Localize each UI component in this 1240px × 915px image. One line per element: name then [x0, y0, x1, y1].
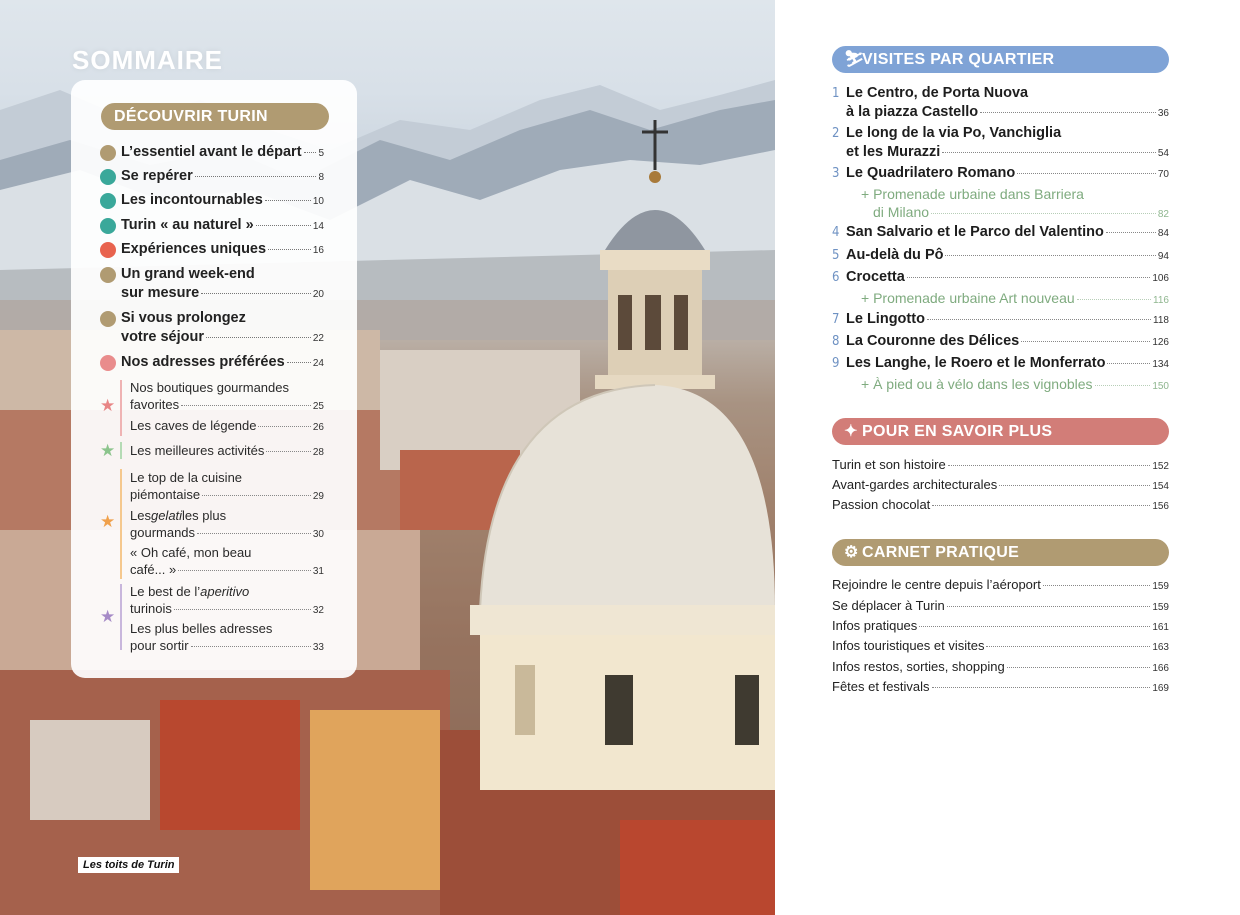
page-number: 26 — [312, 422, 324, 433]
toc-entry[interactable] — [832, 164, 1169, 184]
entry-title: Infos pratiques — [832, 618, 918, 633]
star-icon: ★ — [100, 396, 116, 415]
octagon-bullet-icon — [100, 267, 116, 283]
page-number: 22 — [312, 333, 324, 344]
page-number: 150 — [1152, 381, 1169, 392]
entry-title: + Promenade urbaine Art nouveau — [861, 290, 1075, 306]
page-number: 8 — [318, 172, 324, 183]
leader-dots — [178, 570, 311, 571]
group-bar — [120, 584, 122, 650]
section-header-savoir-plus — [832, 418, 1169, 445]
entry-title: piémontaise — [130, 487, 201, 502]
page-number: 54 — [1157, 148, 1169, 159]
leader-dots — [942, 152, 1156, 153]
page-number: 159 — [1152, 602, 1169, 613]
entry-title: et les Murazzi — [846, 144, 941, 160]
entry-title: Le Quadrilatero Romano — [846, 165, 1016, 181]
entry-title-line1: + Promenade urbaine dans Barriera — [861, 186, 1084, 202]
chapter-number: 5 — [832, 248, 840, 263]
toc-entry[interactable] — [121, 353, 324, 373]
entry-title: sur mesure — [121, 285, 200, 301]
entry-title-line1: Le Centro, de Porta Nuova — [846, 85, 1029, 101]
toc-subentry[interactable] — [130, 620, 324, 656]
leader-dots — [304, 152, 317, 153]
page-number: 33 — [312, 642, 324, 653]
toc-subentry[interactable] — [130, 417, 324, 436]
entry-title-pre: Le best de l’ — [130, 584, 201, 599]
right-page — [775, 0, 1240, 915]
section-label: VISITES PAR QUARTIER — [862, 51, 1055, 68]
toc-card — [71, 80, 357, 678]
entry-title: Les meilleures activités — [130, 443, 265, 458]
leader-dots — [266, 451, 310, 452]
leader-dots — [932, 505, 1150, 506]
leader-dots — [1017, 173, 1156, 174]
toc-subentry[interactable] — [130, 379, 324, 415]
page-number: 94 — [1157, 251, 1169, 262]
toc-entry[interactable] — [121, 191, 324, 211]
entry-title: Les incontournables — [121, 192, 263, 208]
entry-title: Expériences uniques — [121, 241, 267, 257]
page-number: 134 — [1152, 359, 1169, 370]
section-header-carnet — [832, 539, 1169, 566]
toc-entry[interactable] — [121, 167, 324, 187]
chapter-number: 9 — [832, 356, 840, 371]
page-number: 154 — [1152, 481, 1169, 492]
entry-title: San Salvario et le Parco del Valentino — [846, 224, 1104, 240]
walker-icon: ⛷ — [844, 51, 865, 68]
entry-title-line1: Les plus belles adresses — [130, 621, 273, 636]
toc-entry[interactable] — [832, 576, 1169, 596]
leader-dots — [197, 533, 311, 534]
leader-dots — [268, 249, 311, 250]
chapter-number: 4 — [832, 225, 840, 240]
leader-dots — [980, 112, 1156, 113]
group-bar — [120, 469, 122, 579]
entry-title: Infos touristiques et visites — [832, 638, 985, 653]
page-number: 82 — [1157, 209, 1169, 220]
entry-title: di Milano — [873, 204, 930, 220]
toc-subentry[interactable] — [130, 442, 324, 461]
page-number: 32 — [312, 605, 324, 616]
toc-entry[interactable] — [832, 268, 1169, 288]
chapter-number: 1 — [832, 86, 840, 101]
toc-subentry[interactable] — [130, 469, 324, 505]
toc-entry[interactable] — [832, 678, 1169, 698]
entry-title: favorites — [130, 397, 180, 412]
leader-dots — [1043, 585, 1150, 586]
entry-title-line1: Nos boutiques gourmandes — [130, 380, 289, 395]
toc-entry[interactable] — [121, 265, 324, 304]
page-number: 16 — [312, 245, 324, 256]
toc-entry[interactable] — [832, 84, 1169, 123]
entry-title: Infos restos, sorties, shopping — [832, 659, 1005, 674]
leader-dots — [1106, 232, 1156, 233]
leader-dots — [999, 485, 1150, 486]
toc-subentry[interactable] — [130, 583, 324, 619]
gear-icon: ⚙ — [844, 544, 859, 561]
entry-title: Avant-gardes architecturales — [832, 477, 998, 492]
toc-subentry[interactable] — [130, 544, 324, 580]
entry-title-pre: Les — [130, 508, 151, 523]
toc-entry[interactable] — [121, 143, 324, 163]
leader-dots — [907, 277, 1150, 278]
octagon-bullet-icon — [100, 193, 116, 209]
entry-title: Rejoindre le centre depuis l’aéroport — [832, 577, 1041, 592]
leader-dots — [945, 255, 1155, 256]
chapter-number: 7 — [832, 312, 840, 327]
toc-subentry[interactable] — [832, 289, 1169, 310]
entry-title: Fêtes et festivals — [832, 679, 930, 694]
toc-entry[interactable] — [832, 597, 1169, 617]
toc-entry[interactable] — [121, 309, 324, 348]
entry-title-line1: « Oh café, mon beau — [130, 545, 252, 560]
section-header-visites — [832, 46, 1169, 73]
entry-title-post: les plus — [182, 508, 227, 523]
octagon-bullet-icon — [100, 311, 116, 327]
entry-title-line1: Si vous prolongez — [121, 310, 246, 326]
page-number: 116 — [1153, 295, 1169, 306]
entry-title: turinois — [130, 601, 172, 616]
page-number: 29 — [312, 491, 324, 502]
page-number: 106 — [1152, 273, 1169, 284]
page-number: 5 — [318, 148, 324, 159]
toc-entry[interactable] — [832, 124, 1169, 163]
leader-dots — [174, 609, 311, 610]
leader-dots — [931, 213, 1156, 214]
entry-title: Turin « au naturel » — [121, 217, 254, 233]
entry-title: L’essentiel avant le départ — [121, 144, 302, 160]
leader-dots — [1007, 667, 1151, 668]
star-icon: ★ — [100, 512, 116, 531]
entry-title: Au-delà du Pô — [846, 247, 944, 263]
leader-dots — [202, 495, 311, 496]
octagon-bullet-icon — [100, 218, 116, 234]
chapter-number: 2 — [832, 126, 840, 141]
star-icon: ★ — [100, 607, 116, 626]
entry-title: Le Lingotto — [846, 311, 925, 327]
toc-entry[interactable] — [832, 246, 1169, 266]
leader-dots — [927, 319, 1151, 320]
toc-entry[interactable] — [832, 354, 1169, 374]
page-number: 166 — [1152, 663, 1169, 674]
leader-dots — [181, 405, 311, 406]
entry-title: à la piazza Castello — [846, 104, 979, 120]
section-label: CARNET PRATIQUE — [862, 544, 1020, 561]
page-number: 118 — [1153, 315, 1169, 326]
page-number: 169 — [1152, 683, 1169, 694]
entry-title: Turin et son histoire — [832, 457, 946, 472]
leader-dots — [986, 646, 1150, 647]
toc-subentry[interactable] — [832, 185, 1169, 224]
page-number: 163 — [1152, 642, 1169, 653]
section-label: POUR EN SAVOIR PLUS — [862, 423, 1053, 440]
leader-dots — [258, 426, 310, 427]
page-number: 152 — [1152, 461, 1169, 472]
entry-title: gourmands — [130, 525, 196, 540]
sparkle-icon: ✦ — [844, 423, 858, 440]
leader-dots — [265, 200, 311, 201]
leader-dots — [947, 606, 1151, 607]
leader-dots — [191, 646, 311, 647]
group-bar — [120, 442, 122, 459]
leader-dots — [932, 687, 1151, 688]
toc-entry[interactable] — [832, 456, 1169, 476]
toc-subentry[interactable] — [130, 507, 324, 543]
toc-entry[interactable] — [832, 496, 1169, 516]
page-number: 25 — [312, 401, 324, 412]
octagon-bullet-icon — [100, 242, 116, 258]
toc-entry[interactable] — [121, 216, 324, 236]
dome-illustration — [460, 110, 775, 790]
entry-title: Les caves de légende — [130, 418, 257, 433]
toc-entry[interactable] — [121, 240, 324, 260]
entry-title: pour sortir — [130, 638, 189, 653]
octagon-bullet-icon — [100, 169, 116, 185]
leader-dots — [919, 626, 1150, 627]
page-number: 10 — [312, 196, 324, 207]
section-header-decouvrir: DÉCOUVRIR TURIN — [101, 103, 329, 130]
entry-title: + À pied ou à vélo dans les vignobles — [861, 376, 1093, 392]
entry-title: Nos adresses préférées — [121, 354, 285, 370]
page-number: 36 — [1157, 108, 1169, 119]
leader-dots — [1107, 363, 1150, 364]
page-number: 31 — [312, 566, 324, 577]
leader-dots — [287, 362, 311, 363]
star-icon: ★ — [100, 441, 116, 460]
entry-title-line1: Le long de la via Po, Vanchiglia — [846, 125, 1062, 141]
entry-title-line1: Un grand week-end — [121, 266, 255, 282]
page-number: 24 — [312, 358, 324, 369]
toc-entry[interactable] — [832, 310, 1169, 330]
entry-title: Se repérer — [121, 168, 193, 184]
entry-title: café... » — [130, 562, 177, 577]
toc-entry[interactable] — [832, 332, 1169, 352]
entry-title-italic: gelati — [150, 508, 183, 523]
page-number: 84 — [1157, 228, 1169, 239]
page-number: 159 — [1152, 581, 1169, 592]
leader-dots — [1077, 299, 1151, 300]
group-bar — [120, 380, 122, 436]
page-number: 156 — [1152, 501, 1169, 512]
chapter-number: 6 — [832, 270, 840, 285]
entry-title-italic: aperitivo — [200, 584, 250, 599]
page-number: 30 — [312, 529, 324, 540]
toc-entry[interactable] — [832, 617, 1169, 637]
toc-entry[interactable] — [832, 476, 1169, 496]
toc-entry[interactable] — [832, 223, 1169, 243]
toc-entry[interactable] — [832, 658, 1169, 678]
toc-entry[interactable] — [832, 637, 1169, 657]
entry-title: votre séjour — [121, 329, 204, 345]
entry-title: La Couronne des Délices — [846, 333, 1020, 349]
chapter-number: 3 — [832, 166, 840, 181]
octagon-bullet-icon — [100, 145, 116, 161]
page-number: 161 — [1152, 622, 1169, 633]
page-number: 20 — [312, 289, 324, 300]
page-title: SOMMAIRE — [72, 45, 223, 75]
leader-dots — [256, 225, 311, 226]
leader-dots — [206, 337, 311, 338]
leader-dots — [195, 176, 317, 177]
leader-dots — [201, 293, 311, 294]
leader-dots — [948, 465, 1151, 466]
page-number: 28 — [312, 447, 324, 458]
entry-title: Se déplacer à Turin — [832, 598, 945, 613]
page-number: 14 — [312, 221, 324, 232]
toc-subentry[interactable] — [832, 375, 1169, 396]
page-number: 70 — [1157, 169, 1169, 180]
leader-dots — [1095, 385, 1151, 386]
entry-title: Les Langhe, le Roero et le Monferrato — [846, 355, 1106, 371]
entry-title: Crocetta — [846, 269, 905, 285]
photo-caption: Les toits de Turin — [78, 857, 179, 873]
leader-dots — [1021, 341, 1150, 342]
entry-title-line1: Le top de la cuisine — [130, 470, 243, 485]
entry-title: Passion chocolat — [832, 497, 931, 512]
page-number: 126 — [1152, 337, 1169, 348]
chapter-number: 8 — [832, 334, 840, 349]
octagon-bullet-icon — [100, 355, 116, 371]
